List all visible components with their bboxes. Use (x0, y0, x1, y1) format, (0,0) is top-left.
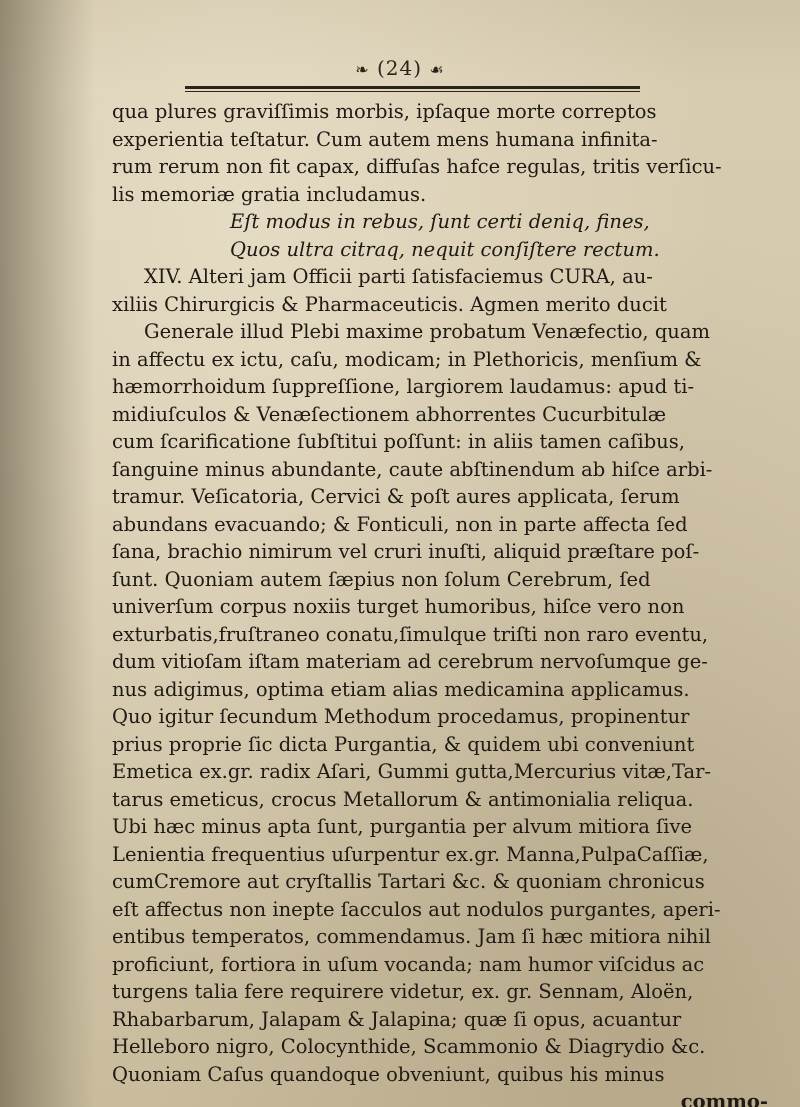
text-line: Generale illud Plebi maxime probatum Venæfectio, quam (144, 320, 710, 343)
page-number-ornament: ❧ (24) ☙ (355, 56, 445, 80)
right-flourish-icon: ☙ (429, 60, 445, 79)
section-heading-line: XIV. Alteri jam Officii parti ſatisfaciemus CURA, au- (144, 265, 653, 288)
text-line: nus adigimus, optima etiam alias medicamina applicamus. (112, 677, 690, 701)
catchword: commo- (680, 1090, 768, 1107)
text-line: entibus temperatos, commendamus. Jam ſi hæc mitiora nihil (112, 925, 711, 948)
text-line: Ubi hæc minus apta ſunt, purgantia per alvum mitiora ſive (112, 815, 693, 838)
header-rule (185, 86, 640, 89)
text-line: lis memoriæ gratia includamus. (112, 182, 427, 206)
text-line: ſana, brachio nimirum vel cruri inuſti, aliquid præſtare poſ- (112, 540, 700, 563)
page-gutter-shadow (0, 0, 95, 1107)
text-line: ſunt. Quoniam autem ſæpius non ſolum Cerebrum, ſed (112, 567, 651, 591)
text-line: experientia teſtatur. Cum autem mens humana infinita- (112, 127, 658, 151)
text-line: univerſum corpus noxiis turget humoribus, hiſce vero non (112, 595, 685, 618)
page-header (0, 56, 800, 80)
text-line: Rhabarbarum, Jalapam & Jalapina; quæ ſi opus, acuantur (112, 1007, 682, 1031)
text-line: rum rerum non fit capax, diffuſas hafce regulas, tritis verſicu- (112, 155, 722, 178)
text-line: Quo igitur ſecundum Methodum procedamus, propinentur (112, 705, 690, 728)
text-line: cum ſcarificatione ſubſtitui poſſunt: in aliis tamen caſibus, (112, 430, 685, 453)
text-line: xiliis Chirurgicis & Pharmaceuticis. Agmen merito ducit (112, 292, 667, 316)
text-line: Quoniam Caſus quandoque obveniunt, quibus his minus (112, 1062, 665, 1086)
text-line: tarus emeticus, crocus Metallorum & antimonialia reliqua. (112, 787, 694, 811)
text-line: exturbatis,fruſtraneo conatu,ſimulque triſti non raro eventu, (112, 622, 709, 646)
text-line: Lenientia frequentius uſurpentur ex.gr. Manna,PulpaCaſſiæ, (112, 842, 709, 866)
verse-line: Eſt modus in rebus, ſunt certi deniq, fines, (230, 210, 650, 233)
left-flourish-icon: ❧ (355, 60, 370, 79)
text-line: midiuſculos & Venæſectionem abhorrentes Cucurbitulæ (112, 402, 667, 426)
text-line: qua plures graviſſimis morbis, ipſaque morte correptos (112, 100, 657, 123)
page-number: 24 (385, 56, 414, 80)
text-line: Helleboro nigro, Colocynthide, Scammonio & Diagrydio &c. (112, 1035, 706, 1058)
text-line: turgens talia fere requirere videtur, ex. gr. Sennam, Aloën, (112, 980, 694, 1003)
text-line: hæmorrhoidum ſuppreſſione, largiorem laudamus: apud ti- (112, 375, 695, 398)
text-line: prius proprie ſic dicta Purgantia, & quidem ubi conveniunt (112, 732, 695, 756)
body-text (112, 98, 772, 1107)
header-rule-thin (185, 91, 640, 92)
text-line: in affectu ex ictu, caſu, modicam; in Plethoricis, menſium & (112, 347, 702, 371)
text-line: abundans evacuando; & Fonticuli, non in parte affecta ſed (112, 512, 688, 536)
text-line: cumCremore aut cryſtallis Tartari &c. & quoniam chronicus (112, 870, 705, 893)
text-line: Emetica ex.gr. radix Aſari, Gummi gutta,Mercurius vitæ,Tar- (112, 760, 711, 783)
text-line: ſanguine minus abundante, caute abſtinendum ab hiſce arbi- (112, 457, 713, 481)
text-line: proficiunt, fortiora in uſum vocanda; nam humor viſcidus ac (112, 952, 705, 976)
text-line: eſt affectus non inepte ſacculos aut nodulos purgantes, aperi- (112, 897, 721, 921)
text-line: tramur. Veſicatoria, Cervici & poſt aures applicata, ſerum (112, 485, 680, 508)
text-line: dum vitioſam iſtam materiam ad cerebrum nervoſumque ge- (112, 650, 708, 673)
verse-line: Quos ultra citraq, nequit conſiſtere rectum. (230, 237, 660, 261)
